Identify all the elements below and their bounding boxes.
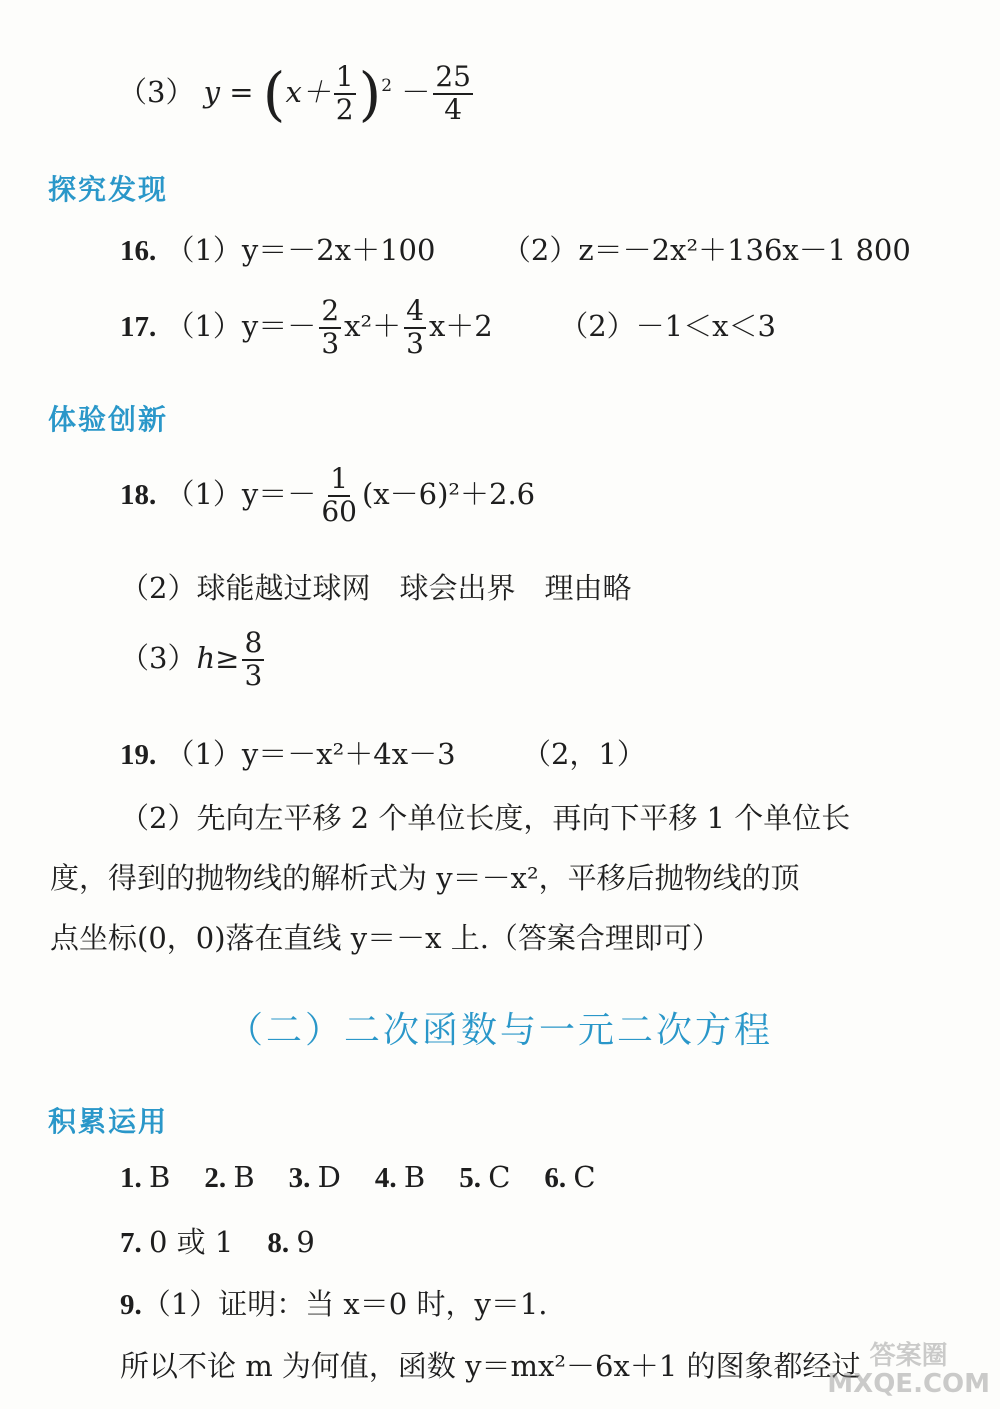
section-heading: 体验创新 [48,403,169,436]
choice-answer [120,1225,233,1259]
answer-line: 18. （1）y＝－ $\frac{1}{60}$ (x－6)²＋2.6 [120,462,536,528]
answer-line: 点坐标(0，0)落在直线 y＝－x 上.（答案合理即可） [50,921,721,955]
answer-line: 19. （1）y＝－x²＋4x－3 （2，1） [120,737,646,771]
answer-line: 16. （1）y＝－2x＋100 （2）z＝－2x²＋136x－1 800 [120,233,911,267]
answer-line: （2）球能越过球网 球会出界 理由略 [120,571,632,605]
watermark-logo: 答案圈 MXQE.COM [827,1340,990,1400]
choice-answer [289,1160,341,1194]
question-number: 4. [374,1162,404,1194]
equation-text: z＝－2x²＋136x－1 800 [578,233,911,267]
fraction: $\frac{2}{3}$ [321,294,340,360]
fraction: $\frac{1}{2}$ [335,60,354,126]
answer-value: 0 或 1 [149,1225,234,1259]
choice-answer [544,1160,595,1194]
choice-answer [459,1160,510,1194]
answer-line: 度，得到的抛物线的解析式为 y＝－x²，平移后抛物线的顶 [50,861,800,895]
var-x: x＋ [285,74,331,109]
answer-line: （3）h≥ $\frac{8}{3}$ [120,626,263,692]
answer-value: B [403,1160,426,1194]
choice-answer [375,1160,425,1194]
question-number: 2. [204,1162,234,1194]
question-number: 6. [544,1162,574,1194]
choice-answers-row [120,1220,1000,1261]
answer-value: 9 [296,1225,315,1259]
fraction: $\frac{4}{3}$ [406,294,424,360]
question-number: 3. [288,1162,318,1194]
answer-line: 所以不论 m 为何值，函数 y＝mx²－6x＋1 的图象都经过 [120,1349,861,1383]
section-heading: 积累运用 [48,1105,169,1138]
question-number: 8. [267,1227,297,1259]
item-label: （3） [118,74,195,109]
question-number: 7. [120,1227,149,1259]
equation-text: y = [203,74,254,109]
fraction: $\frac{8}{3}$ [244,626,263,692]
fraction: $\frac{1}{60}$ [321,462,357,528]
choice-answers-row [120,1160,1000,1195]
paren: ) [358,59,382,128]
choice-answer [204,1160,254,1194]
answer-value: C [488,1160,511,1194]
equation-text: y＝－2x＋100 [241,233,436,267]
answer-value: D [317,1160,341,1194]
question-number: 5. [459,1162,489,1194]
fraction: $\frac{25}{4}$ [435,60,471,126]
answer-line: 9.（1）证明：当 x＝0 时，y＝1. [120,1287,548,1321]
answer-value: C [573,1160,596,1194]
question-number: 1. [120,1162,149,1194]
choice-answer [120,1160,170,1194]
section-heading: 探究发现 [48,173,169,206]
paren: ( [262,59,286,128]
choice-answer [267,1225,314,1259]
chapter-title: （二）二次函数与一元二次方程 [226,1010,773,1051]
answer-line: （2）先向左平移 2 个单位长度，再向下平移 1 个单位长 [120,801,851,835]
answer-value: B [233,1160,255,1194]
answer-line: 17. （1）y＝－ $\frac{2}{3}$ x²＋ $\frac{4}{3}$ x＋2 （2）－1＜x＜3 [120,294,776,360]
answer-value: B [149,1160,171,1194]
answer-line: （3） y = (x＋ $\frac{1}{2}$ )$^2$ － $\frac{25}{4}$ [118,59,471,128]
